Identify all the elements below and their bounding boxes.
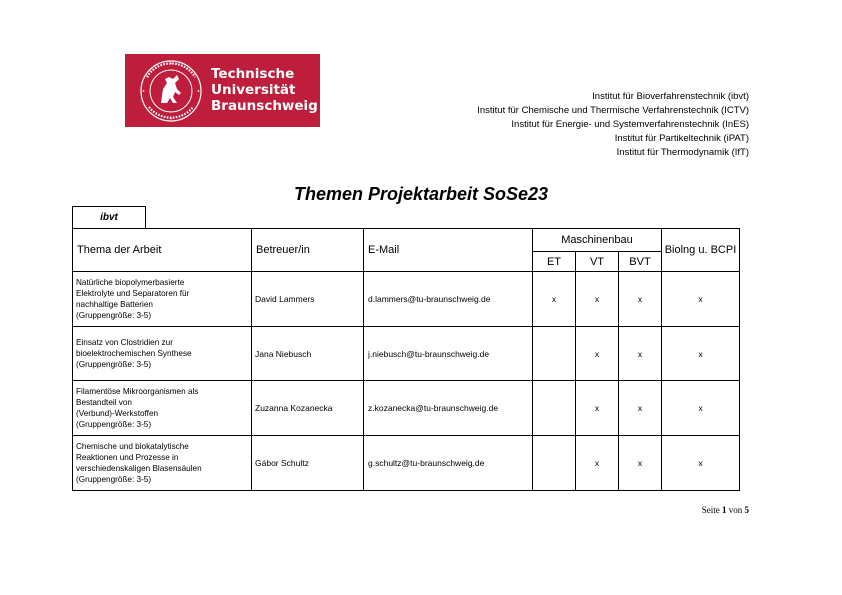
supervisor-cell: Jana Niebusch <box>252 327 364 381</box>
topic-line: Reaktionen und Prozesse in <box>76 453 179 462</box>
institute-list <box>477 90 749 160</box>
vt-mark: x <box>576 327 619 381</box>
topic-line: verschiedenskaligen Blasensäulen <box>76 464 202 473</box>
bvt-mark: x <box>619 272 662 327</box>
vt-mark: x <box>576 436 619 491</box>
institute-tab-label: ibvt <box>72 206 146 228</box>
header-et: ET <box>533 252 576 272</box>
institute-item: Institut für Thermodynamik (IfT) <box>616 147 749 158</box>
email-cell: d.lammers@tu-braunschweig.de <box>364 272 533 327</box>
topic-line: (Gruppengröße: 3-5) <box>76 360 152 369</box>
topic-line: Chemische und biokatalytische <box>76 442 189 451</box>
topic-line: Filamentöse Mikroorganismen als <box>76 387 199 396</box>
bvt-mark: x <box>619 436 662 491</box>
topic-line: Natürliche biopolymerbasierte <box>76 278 185 287</box>
table-row <box>73 436 740 491</box>
et-mark <box>533 381 576 436</box>
page-prefix: Seite <box>701 505 720 515</box>
et-mark: x <box>533 272 576 327</box>
supervisor-cell: David Lammers <box>252 272 364 327</box>
page-title: Themen Projektarbeit SoSe23 <box>293 184 549 204</box>
header-topic: Thema der Arbeit <box>73 229 252 272</box>
topic-cell <box>73 272 252 327</box>
topic-cell <box>73 327 252 381</box>
page-current: 1 <box>722 505 727 515</box>
logo-line-3: Braunschweig <box>211 98 318 114</box>
topic-line: bioelektrochemischen Synthese <box>76 349 192 358</box>
bio-mark: x <box>662 436 740 491</box>
bio-mark: x <box>662 327 740 381</box>
et-mark <box>533 327 576 381</box>
table-row <box>73 272 740 327</box>
page-number <box>702 505 749 515</box>
institute-item: Institut für Bioverfahrenstechnik (ibvt) <box>592 91 749 102</box>
topic-line: Elektrolyte und Separatoren für <box>76 289 190 298</box>
topic-line: (Gruppengröße: 3-5) <box>76 420 152 429</box>
page-total: 5 <box>744 505 749 515</box>
tu-braunschweig-logo <box>125 54 320 127</box>
header-row-top <box>73 229 740 252</box>
topic-line: (Gruppengröße: 3-5) <box>76 475 152 484</box>
logo-wordmark <box>211 66 318 114</box>
university-seal-icon <box>139 59 203 123</box>
topic-line: Bestandteil von <box>76 398 132 407</box>
header-machine-engineering: Maschinenbau <box>533 229 662 252</box>
topic-cell <box>73 436 252 491</box>
table-row <box>73 381 740 436</box>
institute-item: Institut für Energie- und Systemverfahrenstechnik (InES) <box>511 119 749 130</box>
svg-text:·: · <box>146 74 152 81</box>
header-vt: VT <box>576 252 619 272</box>
supervisor-cell: Zuzanna Kozanecka <box>252 381 364 436</box>
topic-line: (Gruppengröße: 3-5) <box>76 311 152 320</box>
header-email: E-Mail <box>364 229 533 272</box>
supervisor-cell: Gábor Schultz <box>252 436 364 491</box>
topic-line: Einsatz von Clostridien zur <box>76 338 173 347</box>
table-row <box>73 327 740 381</box>
et-mark <box>533 436 576 491</box>
institute-item: Institut für Chemische und Thermische Verfahrenstechnik (ICTV) <box>477 105 749 116</box>
topics-table <box>72 228 740 491</box>
header-bvt: BVT <box>619 252 662 272</box>
bvt-mark: x <box>619 381 662 436</box>
topic-line: nachhaltige Batterien <box>76 300 153 309</box>
logo-line-2: Universität <box>211 82 296 98</box>
topic-line: (Verbund)-Werkstoffen <box>76 409 159 418</box>
logo-line-1: Technische <box>211 66 295 82</box>
bio-mark: x <box>662 381 740 436</box>
vt-mark: x <box>576 272 619 327</box>
header-supervisor: Betreuer/in <box>252 229 364 272</box>
institute-item: Institut für Partikeltechnik (iPAT) <box>614 133 749 144</box>
email-cell: g.schultz@tu-braunschweig.de <box>364 436 533 491</box>
vt-mark: x <box>576 381 619 436</box>
page-of: von <box>728 505 743 515</box>
bio-mark: x <box>662 272 740 327</box>
header-bio-engineering: Biolng u. BCPI <box>662 229 740 272</box>
email-cell: j.niebusch@tu-braunschweig.de <box>364 327 533 381</box>
topic-cell <box>73 381 252 436</box>
email-cell: z.kozanecka@tu-braunschweig.de <box>364 381 533 436</box>
bvt-mark: x <box>619 327 662 381</box>
